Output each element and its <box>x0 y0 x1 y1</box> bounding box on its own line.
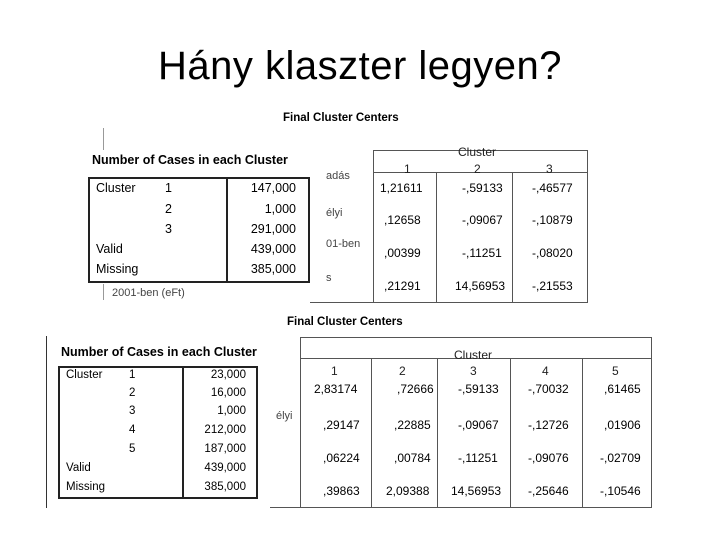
bottom-center-cell: -,02709 <box>600 451 641 465</box>
bottom-center-cell: -,09076 <box>528 451 569 465</box>
top-center-cell: 14,56953 <box>455 279 506 293</box>
bottom-cases-cluster-id: 5 <box>129 443 136 455</box>
bottom-cases-cluster-id: 1 <box>129 369 136 381</box>
bottom-center-cell: 14,56953 <box>451 484 502 498</box>
top-center-cell: ,21291 <box>384 279 421 293</box>
bottom-cases-valid-value: 439,000 <box>204 462 246 474</box>
bottom-center-cell: ,72666 <box>397 382 434 396</box>
bottom-centers-col-1: 1 <box>331 364 338 378</box>
bottom-cases-cluster-id: 3 <box>129 405 136 417</box>
top-centers-cluster-header: Cluster <box>458 145 497 159</box>
top-cases-count: 291,000 <box>250 222 296 236</box>
bottom-cases-count: 23,000 <box>210 369 246 381</box>
top-center-cell: 1,21611 <box>380 181 423 195</box>
top-center-cell: -,08020 <box>532 246 573 260</box>
top-center-cell: ,00399 <box>384 246 421 260</box>
top-cases-valid-label: Valid <box>96 242 123 256</box>
bottom-center-cell: -,09067 <box>458 418 499 432</box>
bottom-center-cell: ,29147 <box>323 418 360 432</box>
top-cases-count: 147,000 <box>250 181 296 195</box>
top-center-cell: -,09067 <box>462 213 503 227</box>
bottom-center-cell: -,70032 <box>528 382 569 396</box>
bottom-cases-count: 187,000 <box>204 443 246 455</box>
top-cases-cluster-id: 1 <box>165 181 172 195</box>
bottom-center-cell: ,01906 <box>604 418 641 432</box>
top-center-cell: -,59133 <box>462 181 503 195</box>
bottom-cases-missing-value: 385,000 <box>204 481 246 493</box>
bottom-cases-valid-label: Valid <box>66 462 91 474</box>
bottom-centers-col-2: 2 <box>399 364 406 378</box>
bottom-centers-col-4: 4 <box>542 364 549 378</box>
top-row-label-fragment: élyi <box>326 207 343 219</box>
top-center-cell: -,10879 <box>532 213 573 227</box>
bottom-center-cell: ,00784 <box>394 451 431 465</box>
slide-title: Hány klaszter legyen? <box>157 44 563 88</box>
bottom-center-cell: 2,83174 <box>314 382 358 396</box>
top-cases-cluster-id: 2 <box>165 202 172 216</box>
top-cases-missing-label: Missing <box>96 262 139 276</box>
bottom-center-cell: ,22885 <box>394 418 431 432</box>
bottom-center-cell: -,25646 <box>528 484 569 498</box>
bottom-center-cell: -,11251 <box>458 451 498 465</box>
bottom-row-label-fragment: élyi <box>276 410 293 422</box>
top-row-label-fragment: 01-ben <box>326 238 361 250</box>
top-centers-title: Final Cluster Centers <box>283 112 399 124</box>
top-cases-valid-value: 439,000 <box>250 242 296 256</box>
bottom-center-cell: -,12726 <box>528 418 569 432</box>
top-cases-cluster-id: 3 <box>165 222 172 236</box>
top-row-label-fragment: s <box>326 272 332 284</box>
top-row-label-fragment: adás <box>326 170 350 182</box>
bottom-cases-cluster-label: Cluster <box>66 369 103 381</box>
bottom-centers-col-3: 3 <box>470 364 477 378</box>
top-center-cell: -,21553 <box>532 279 573 293</box>
top-center-cell: -,46577 <box>532 181 573 195</box>
bottom-center-cell: ,06224 <box>323 451 360 465</box>
bottom-center-cell: 2,09388 <box>386 484 430 498</box>
bottom-cases-cluster-id: 4 <box>129 424 136 436</box>
bottom-cases-cluster-id: 2 <box>129 387 136 399</box>
bottom-centers-cluster-header: Cluster <box>454 348 493 362</box>
top-center-cell: ,12658 <box>384 213 421 227</box>
bottom-cases-count: 16,000 <box>210 387 246 399</box>
top-center-cell: -,11251 <box>462 246 502 260</box>
bottom-centers-title: Final Cluster Centers <box>287 316 403 328</box>
top-cases-cluster-label: Cluster <box>96 181 136 195</box>
bottom-cases-missing-label: Missing <box>66 481 105 493</box>
bottom-center-cell: -,10546 <box>600 484 641 498</box>
bottom-centers-col-5: 5 <box>612 364 619 378</box>
bottom-center-cell: ,39863 <box>323 484 360 498</box>
top-centers-col-2: 2 <box>474 162 481 176</box>
top-cases-title: Number of Cases in each Cluster <box>92 153 288 167</box>
bottom-cases-count: 1,000 <box>217 405 246 417</box>
top-row-label-fragment: 2001-ben (eFt) <box>112 287 185 299</box>
top-centers-col-3: 3 <box>546 162 553 176</box>
top-centers-col-1: 1 <box>404 162 411 176</box>
top-cases-missing-value: 385,000 <box>250 262 296 276</box>
bottom-cases-title: Number of Cases in each Cluster <box>61 345 257 359</box>
bottom-center-cell: ,61465 <box>604 382 641 396</box>
bottom-center-cell: -,59133 <box>458 382 499 396</box>
top-cases-count: 1,000 <box>264 202 296 216</box>
bottom-cases-count: 212,000 <box>204 424 246 436</box>
